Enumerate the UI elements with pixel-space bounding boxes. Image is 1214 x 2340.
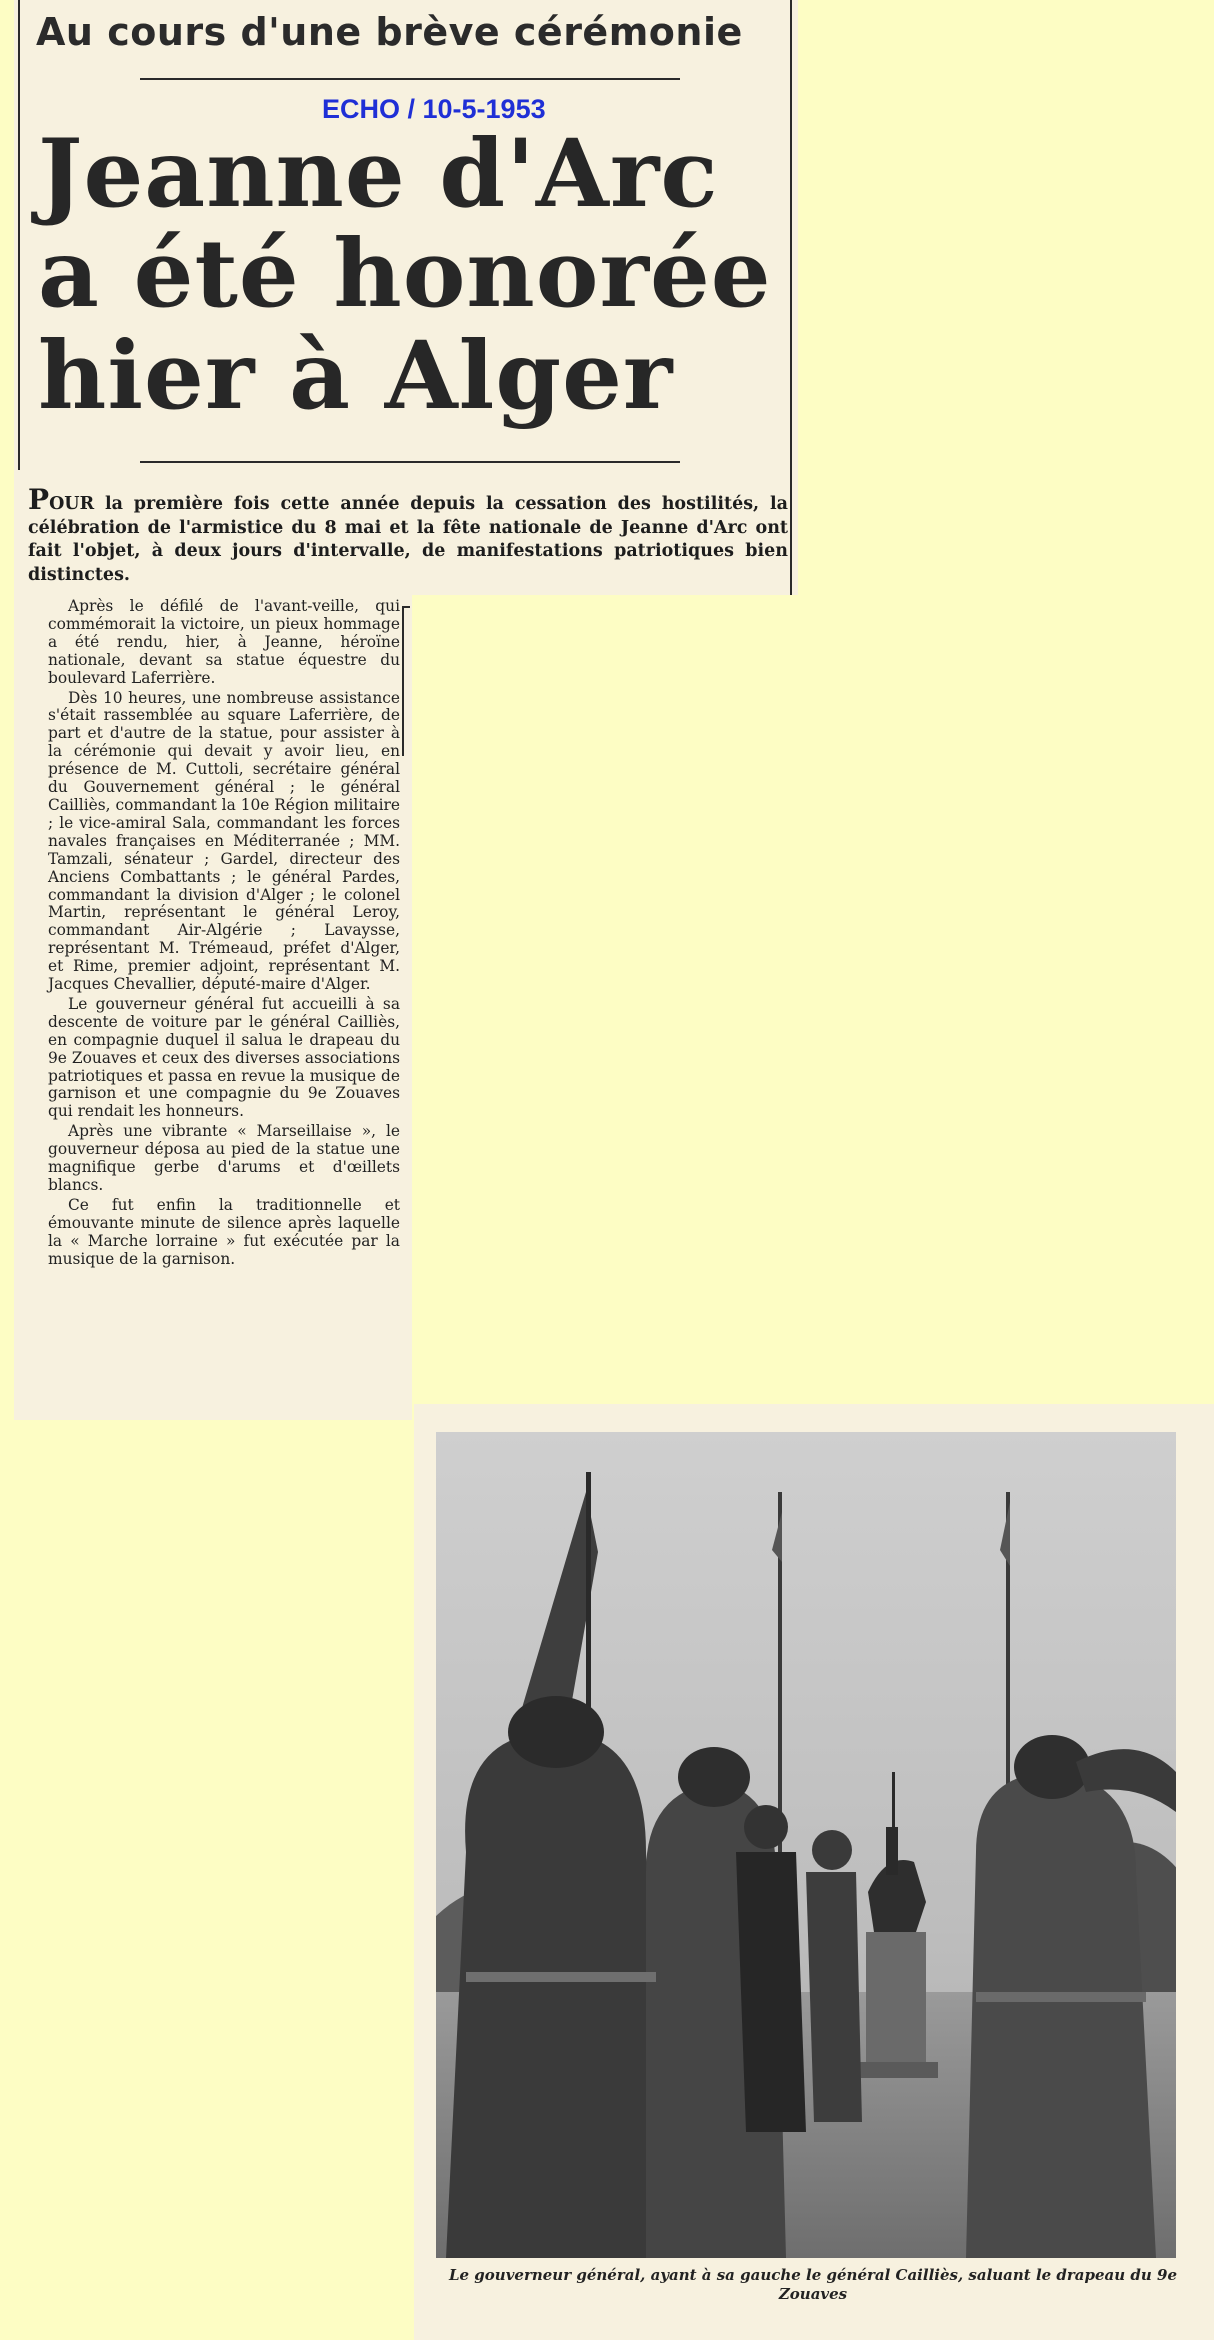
body-paragraph: Le gouverneur général fut accueilli à sa descente de voiture par le général Cailliès, en compagnie duquel il salua le drapeau du 9e Zouaves et ceux des diverses associations patriotiques et passa en revue la musique de garnison et une compagnie du 9e Zouaves qui rendait les honneurs. (48, 994, 400, 1121)
body-paragraph: Après une vibrante « Marseillaise », le gouverneur déposa au pied de la statue une magnifique gerbe d'arums et d'œillets blancs. (48, 1122, 400, 1194)
article-body (48, 598, 400, 1271)
body-paragraph: Ce fut enfin la traditionnelle et émouvante minute de silence après laquelle la « Marche lorraine » fut exécutée par la musique de la garnison. (48, 1195, 400, 1268)
headline-underline (140, 461, 680, 463)
source-stamp: ECHO / 10-5-1953 (322, 94, 546, 124)
body-column-tick (402, 606, 410, 608)
lead-paragraph (28, 483, 788, 587)
kicker-underline (140, 78, 680, 80)
photo-caption: Le gouverneur général, ayant à sa gauche le général Cailliès, saluant le drapeau du 9e Zouaves (448, 2266, 1178, 2303)
headline-line-1: Jeanne d'Arc (38, 119, 719, 229)
lead-text: OUR la première fois cette année depuis la cessation des hostilités, la célébration de l'armistice du 8 mai et la fête nationale de Jeanne d'Arc ont fait l'objet, à deux jours d'intervalle, de manifestations patriotiques bien distinctes. (28, 494, 788, 585)
ceremony-photograph (436, 1432, 1176, 2258)
photo-illustration (436, 1432, 1176, 2258)
lead-dropcap: P (28, 483, 50, 516)
body-column-rule (402, 606, 404, 756)
headline-line-2: a été honorée (38, 219, 772, 329)
body-paragraph: Après le défilé de l'avant-veille, qui commémorait la victoire, un pieux hommage a été rendu, hier, à Jeanne, héroïne nationale, devant sa statue équestre du boulevard Laferrière. (48, 597, 400, 687)
body-paragraph: Dès 10 heures, une nombreuse assistance s'était rassemblée au square Laferrière, de part et d'autre de la statue, pour assister à la cérémonie qui devait y avoir lieu, en présence de M. Cuttoli, secrétaire général du Gouvernement général ; le général Cailliès, commandant la 10e Région militaire ; le vice-amiral Sala, commandant les forces navales françaises en Méditerranée ; MM. Tamzali, sénateur ; Gardel, directeur des Anciens Combattants ; le général Pardes, commandant la division d'Alger ; le colonel Martin, représentant le général Leroy, commandant Air-Algérie ; Lavaysse, représentant M. Trémeaud, préfet d'Alger, et Rime, premier adjoint, représentant M. Jacques Chevallier, député-maire d'Alger. (48, 688, 400, 994)
kicker-title: Au cours d'une brève cérémonie (36, 10, 743, 54)
left-column-rule (18, 0, 20, 470)
headline-line-3: hier à Alger (38, 321, 674, 431)
